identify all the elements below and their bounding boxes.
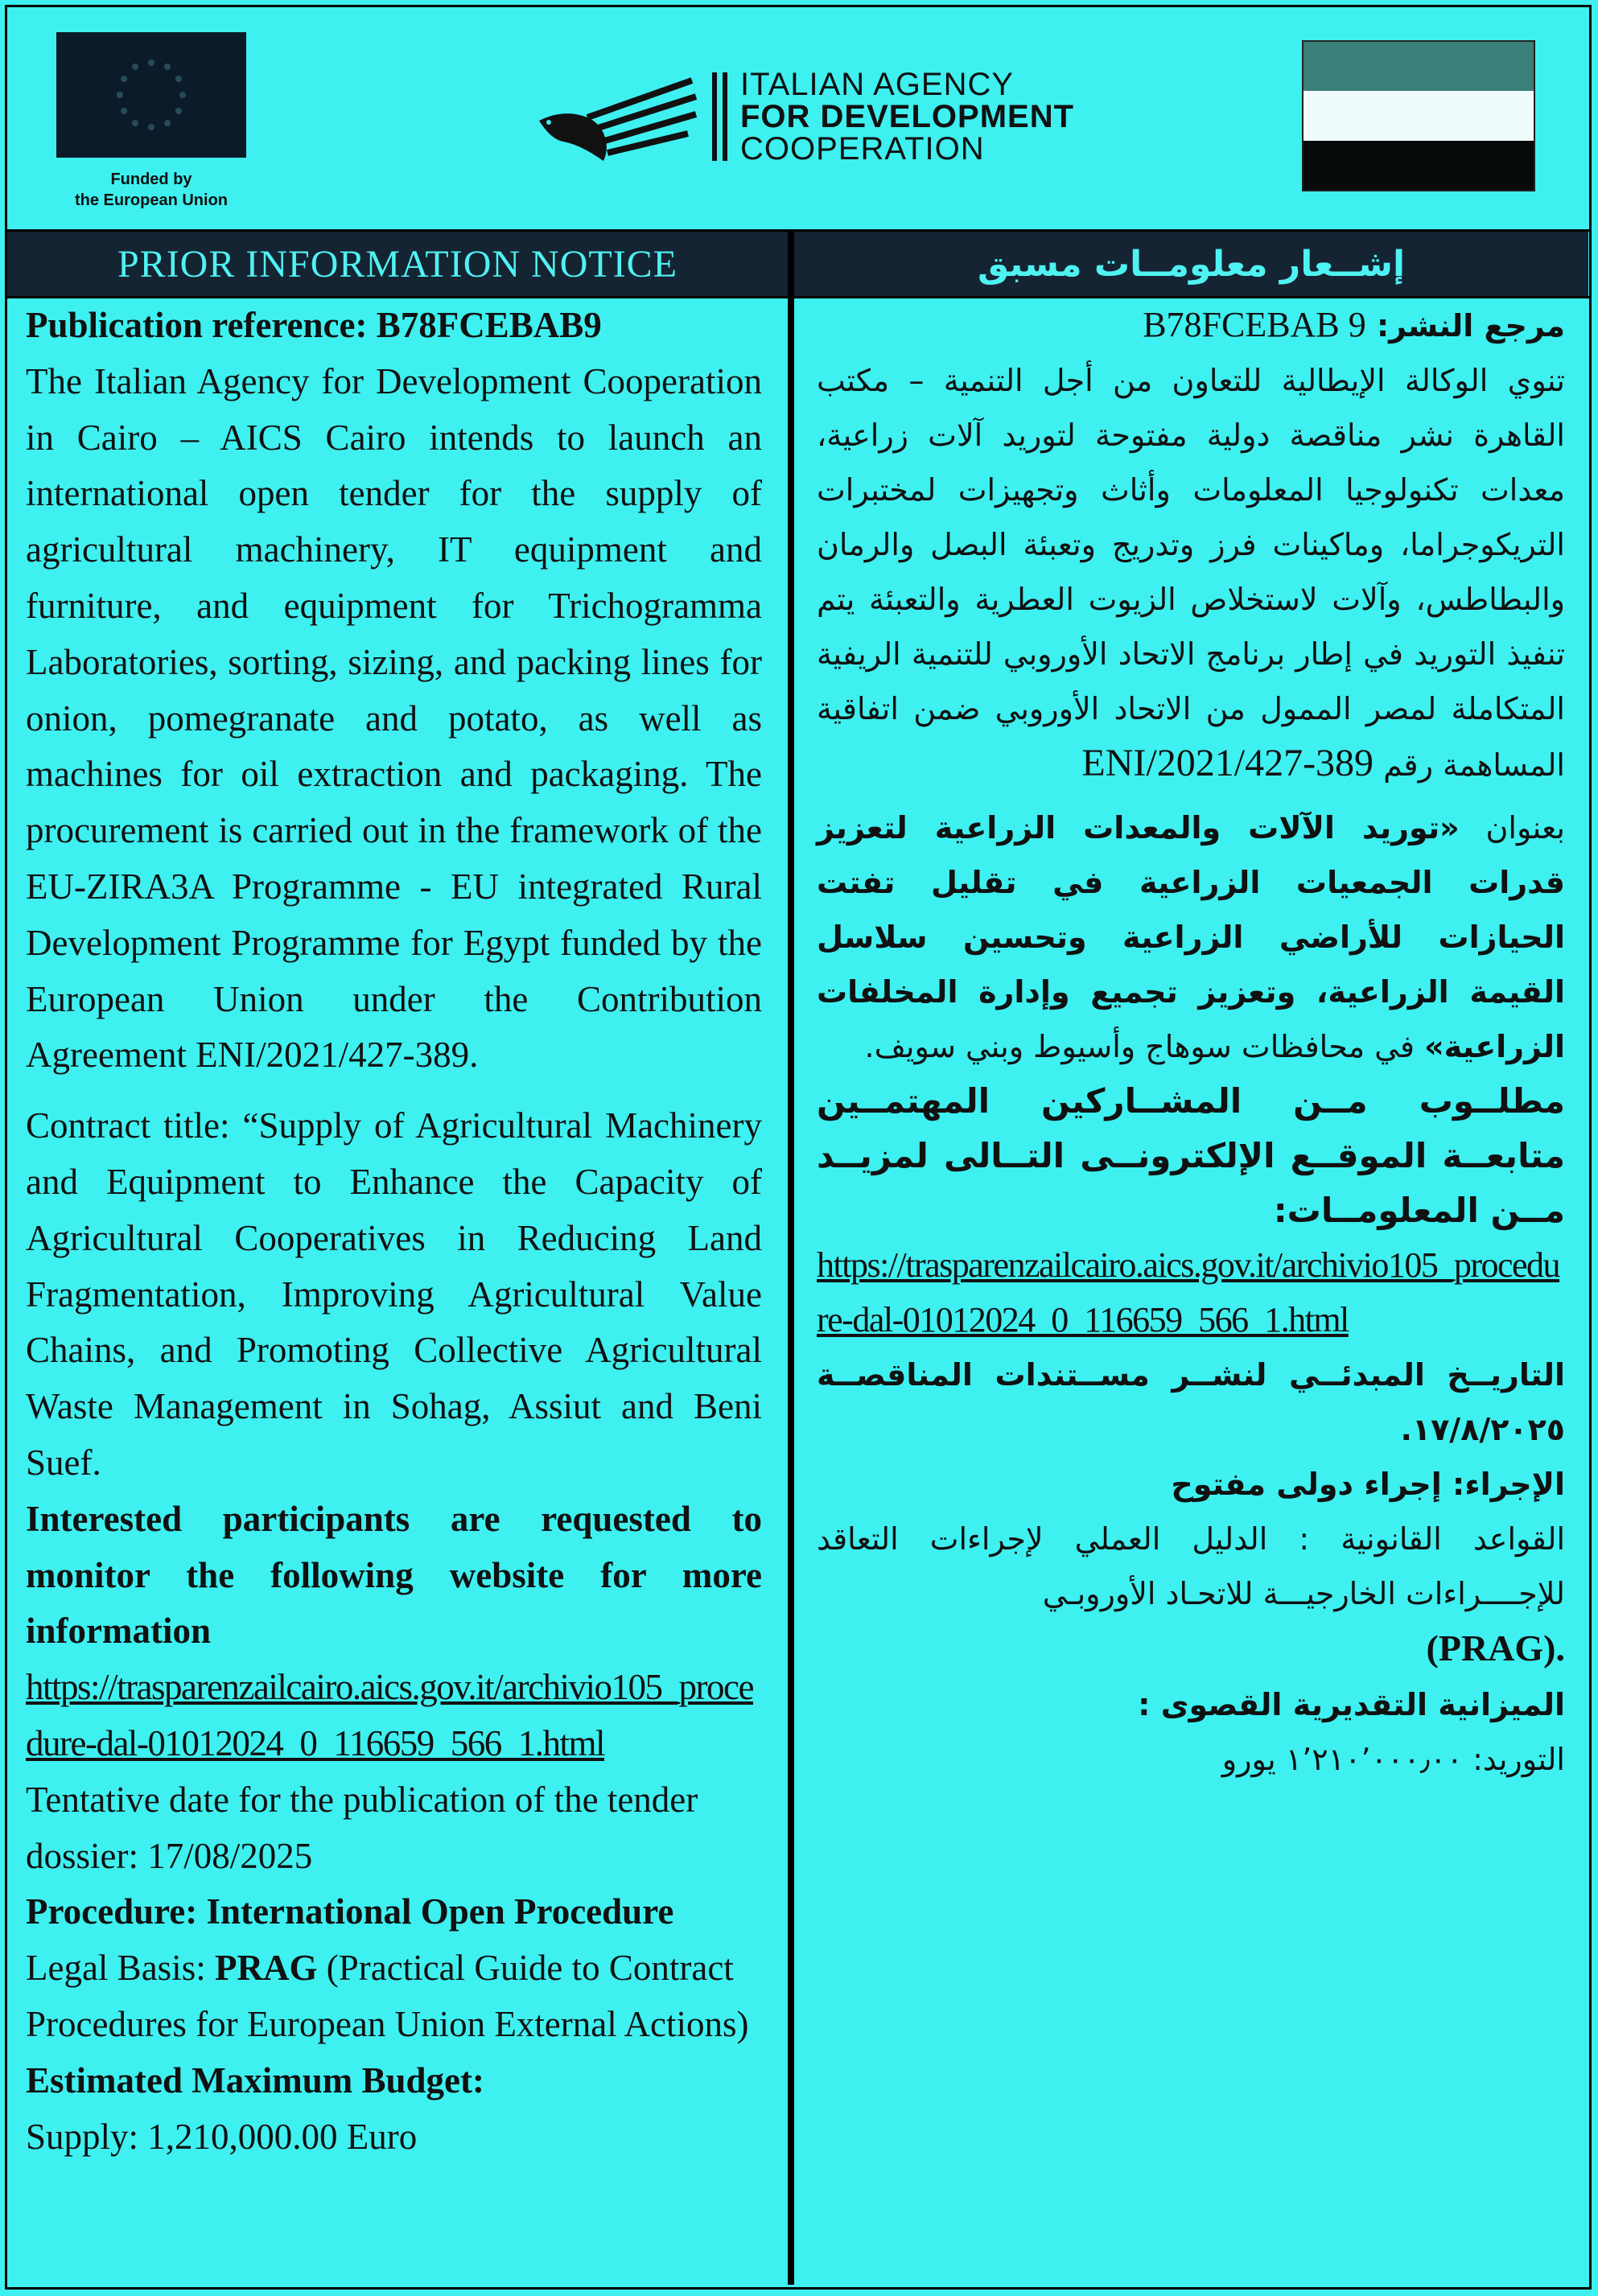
procedure-ar: الإجراء: إجراء دولى مفتوح: [1171, 1467, 1565, 1502]
publication-reference: Publication reference: B78FCEBAB9: [26, 305, 602, 345]
legal-basis: [26, 1940, 762, 2053]
intro-paragraph: The Italian Agency for Development Cooperation in Cairo – AICS Cairo intends to launch an international open tender for the supply of agricultural machinery, IT equipment and furniture, and equipment for Trichogramma Laboratories, sorting, sizing, and packing lines for onion, pomegranate and potato, as well as machines for oil extraction and packaging. The procurement is carried out in the framework of the EU-ZIRA3A Programme - EU integrated Rural Development Programme for Egypt funded by the European Union under the Contribution Agreement ENI/2021/427-389.: [26, 360, 762, 1076]
legal-label: Legal Basis:: [26, 1948, 215, 1989]
eu-stars-icon: [56, 32, 246, 158]
header: [0, 0, 1598, 229]
banner-arabic: إشــعار معلومــات مسبق: [794, 232, 1588, 296]
publication-reference-ar: [817, 298, 1565, 353]
interested-notice: Interested participants are requested to monitor the following website for more information: [26, 1498, 762, 1652]
tentative-date-ar: التاريــخ المبدئــي لنشــر مســتندات المناقصــة ١٧/٨/٢٠٢٥.: [817, 1357, 1565, 1447]
flag-band-bottom: [1304, 141, 1534, 190]
tender-link-ar[interactable]: https://trasparenzailcairo.aics.gov.it/archivio105_procedure-dal-01012024_0_116659_566_1.html: [817, 1245, 1560, 1339]
flag-band-top: [1304, 42, 1534, 91]
agency-bars-icon: [712, 72, 730, 161]
intro-text-ar: تنوي الوكالة الإيطالية للتعاون من أجل التنمية – مكتب القاهرة نشر مناقصة دولية مفتوحة لتوريد آلات زراعية، معدات تكنولوجيا المعلومات وأثاث وتجهيزات لمختبرات التريكوجراما، وماكينات فرز وتدريج وتعبئة البصل والرمان والبطاطس، وآلات لاستخلاص الزيوت العطرية والتعبئة يتم تنفيذ التوريد في إطار برنامج الاتحاد الأوروبي للتنمية الريفية المتكاملة لمصر الممول من الاتحاد الأوروبي ضمن اتفاقية المساهمة رقم: [817, 363, 1565, 783]
agency-line1: ITALIAN AGENCY: [740, 67, 1015, 102]
tentative-date: Tentative date for the publication of the tender dossier: 17/08/2025: [26, 1779, 698, 1876]
eu-caption-line1: Funded by: [110, 171, 192, 188]
legal-basis-ar: القواعد القانونية : الدليل العملي لإجراءات التعاقد للإجــــراءات الخارجيـــة للاتحـاد الأوروبـي: [817, 1521, 1565, 1611]
english-column: [26, 298, 762, 2165]
title-suffix-ar: في محافظات سوهاج وأسيوط وبني سويف.: [864, 1029, 1425, 1064]
legal-prag: PRAG: [214, 1948, 318, 1989]
agency-line3: COOPERATION: [740, 131, 985, 167]
supply-amount-ar: التوريد: ١٬٢١٠٬٠٠٠٫٠٠ يورو: [1221, 1742, 1565, 1777]
supply-amount: Supply: 1,210,000.00 Euro: [26, 2116, 418, 2157]
pub-ref-label-ar: مرجع النشر:: [1365, 308, 1565, 344]
legal-prag-ar: [817, 1621, 1565, 1677]
pub-ref-value-ar: B78FCEBAB 9: [1143, 305, 1366, 344]
budget-label-ar: الميزانية التقديرية القصوى :: [1138, 1687, 1565, 1722]
contract-title-ar: [817, 800, 1565, 1074]
procedure: Procedure: International Open Procedure: [26, 1891, 674, 1932]
legal-rest: (Practical Guide to Contract Procedures for European Union External Actions): [26, 1948, 749, 2044]
arabic-column: [817, 298, 1565, 1787]
eu-caption-line2: the European Union: [75, 191, 228, 209]
legal-prag-value-ar: (PRAG).: [1426, 1627, 1565, 1669]
agency-name: [740, 68, 1074, 165]
eu-flag-icon: [56, 32, 246, 158]
title-prefix-ar: بعنوان: [1459, 810, 1565, 846]
flag-band-middle: [1304, 91, 1534, 140]
title-bold-ar: «توريد الآلات والمعدات الزراعية لتعزيز قدرات الجمعيات الزراعية في تقليل تفتت الحيازات للأراضي الزراعية وتحسين سلاسل القيمة الزراعية، وتعزيز تجميع وإدارة المخلفات الزراعية»: [817, 810, 1565, 1064]
dove-icon: [531, 64, 708, 169]
eu-caption: [56, 169, 246, 211]
tender-link[interactable]: https://trasparenzailcairo.aics.gov.it/archivio105_procedure-dal-01012024_0_116659_566_1.html: [26, 1667, 753, 1763]
contract-title: Contract title: “Supply of Agricultural Machinery and Equipment to Enhance the Capacity of Agricultural Cooperatives in Reducing Land Fragmentation, Improving Agricultural Value Chains, and Promoting Collective Agricultural Waste Management in Sohag, Assiut and Beni Suef.: [26, 1105, 762, 1483]
agreement-number-ar: ENI/2021/427-389: [1081, 742, 1374, 784]
egypt-flag-icon: [1302, 40, 1535, 191]
intro-paragraph-ar: [817, 353, 1565, 792]
banner-english: PRIOR INFORMATION NOTICE: [7, 232, 788, 296]
interested-notice-ar: مطلــوب مــن المشــاركين المهتمــين متابعــة الموقــع الإلكترونــى التــالى لمزيــد مــن المعلومــات:: [817, 1081, 1565, 1230]
agency-line2: FOR DEVELOPMENT: [740, 99, 1075, 134]
column-divider: [788, 232, 794, 2285]
budget-label: Estimated Maximum Budget:: [26, 2059, 484, 2101]
